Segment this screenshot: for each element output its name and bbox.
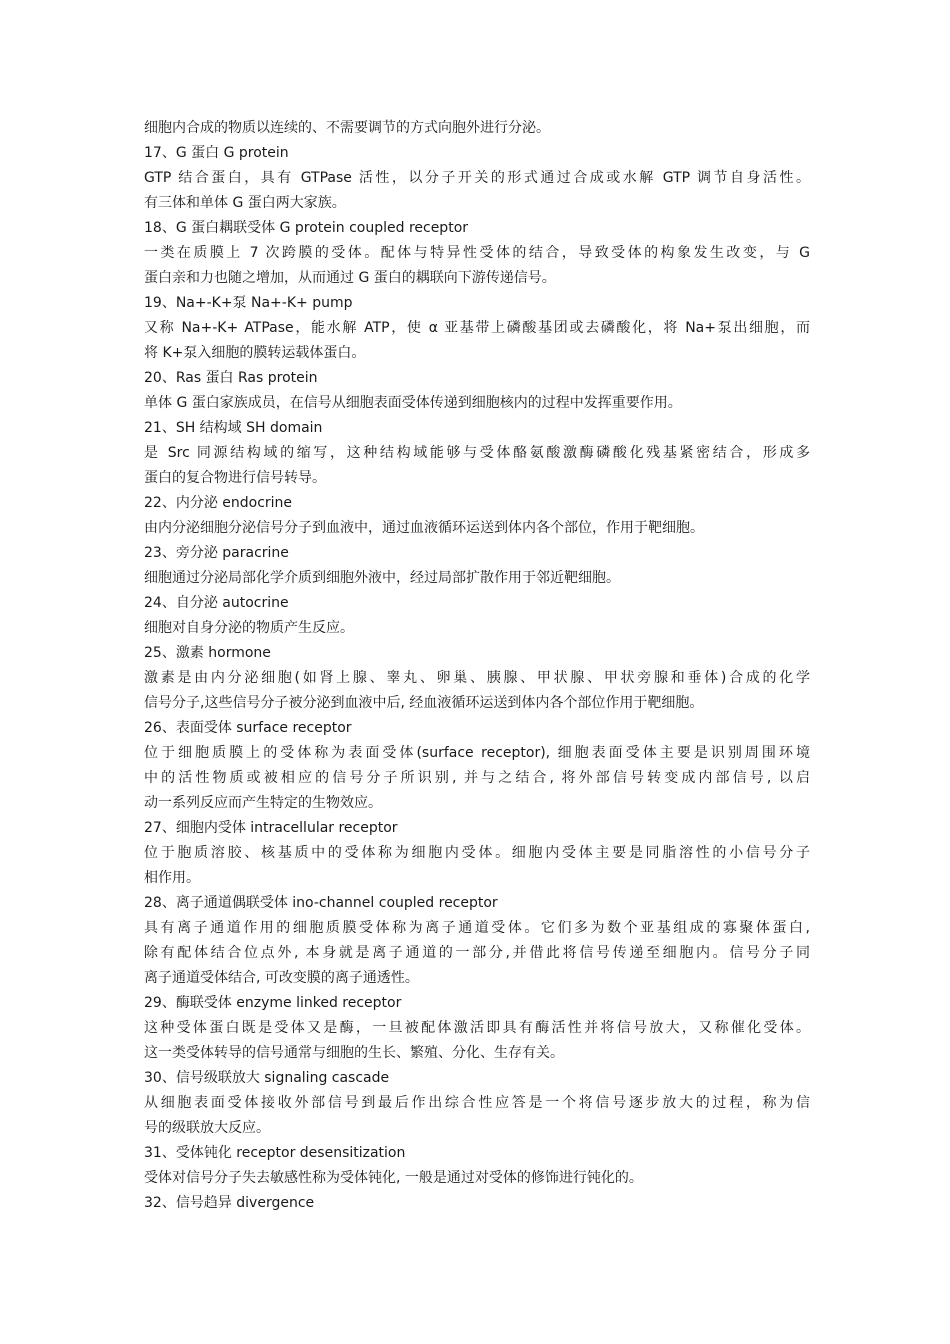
term-heading: 17、G 蛋白 G protein [144, 145, 289, 161]
definition-line: 这一类受体转导的信号通常与细胞的生长、繁殖、分化、生存有关。 [144, 1045, 564, 1061]
term-heading: 23、旁分泌 paracrine [144, 545, 289, 561]
term-heading: 28、离子通道偶联受体 ino-channel coupled receptor [144, 895, 498, 911]
definition-line: 中的活性物质或被相应的信号分子所识别, 并与之结合, 将外部信号转变成内部信号, 以启 [144, 770, 810, 786]
definition-line: 位于细胞质膜上的受体称为表面受体(surface receptor), 细胞表面受体主要是识别周围环境 [144, 745, 810, 761]
term-heading: 31、受体钝化 receptor desensitization [144, 1145, 406, 1161]
definition-line: 单体 G 蛋白家族成员，在信号从细胞表面受体传递到细胞核内的过程中发挥重要作用。 [144, 395, 682, 411]
definition-line: 蛋白亲和力也随之增加，从而通过 G 蛋白的耦联向下游传递信号。 [144, 270, 556, 286]
term-heading: 20、Ras 蛋白 Ras protein [144, 370, 318, 386]
definition-line: 从细胞表面受体接收外部信号到最后作出综合性应答是一个将信号逐步放大的过程，称为信 [144, 1095, 810, 1111]
definition-line: 又称 Na+-K+ ATPase，能水解 ATP，使 α 亚基带上磷酸基团或去磷酸化，将 Na+泵出细胞，而 [144, 320, 810, 336]
term-heading: 18、G 蛋白耦联受体 G protein coupled receptor [144, 220, 469, 236]
term-heading: 30、信号级联放大 signaling cascade [144, 1070, 390, 1086]
definition-line: 受体对信号分子失去敏感性称为受体钝化, 一般是通过对受体的修饰进行钝化的。 [144, 1170, 643, 1186]
definition-line: 有三体和单体 G 蛋白两大家族。 [144, 195, 346, 211]
definition-line: 蛋白的复合物进行信号转导。 [144, 470, 326, 486]
definition-line: 激素是由内分泌细胞(如肾上腺、睾丸、卵巢、胰腺、甲状腺、甲状旁腺和垂体)合成的化学 [144, 670, 810, 686]
definition-line: 一类在质膜上 7 次跨膜的受体。配体与特异性受体的结合，导致受体的构象发生改变，与 G [144, 245, 810, 261]
term-heading: 21、SH 结构域 SH domain [144, 420, 323, 436]
definition-line: 除有配体结合位点外, 本身就是离子通道的一部分,并借此将信号传递至细胞内。信号分子同 [144, 945, 810, 961]
definition-line: 细胞通过分泌局部化学介质到细胞外液中，经过局部扩散作用于邻近靶细胞。 [144, 570, 620, 586]
body-text-line: 细胞内合成的物质以连续的、不需要调节的方式向胞外进行分泌。 [144, 120, 550, 136]
term-heading: 29、酶联受体 enzyme linked receptor [144, 995, 402, 1011]
term-heading: 25、激素 hormone [144, 645, 271, 661]
definition-line: GTP 结合蛋白，具有 GTPase 活性，以分子开关的形式通过合成或水解 GTP 调节自身活性。 [144, 170, 810, 186]
definition-line: 是 Src 同源结构域的缩写，这种结构域能够与受体酪氨酸激酶磷酸化残基紧密结合，形成多 [144, 445, 810, 461]
definition-line: 号的级联放大反应。 [144, 1120, 270, 1136]
term-heading: 26、表面受体 surface receptor [144, 720, 352, 736]
definition-line: 由内分泌细胞分泌信号分子到血液中，通过血液循环运送到体内各个部位，作用于靶细胞。 [144, 520, 704, 536]
definition-line: 离子通道受体结合, 可改变膜的离子通透性。 [144, 970, 419, 986]
definition-line: 信号分子,这些信号分子被分泌到血液中后, 经血液循环运送到体内各个部位作用于靶细胞。 [144, 695, 704, 711]
term-heading: 22、内分泌 endocrine [144, 495, 293, 511]
definition-line: 相作用。 [144, 870, 200, 886]
term-heading: 24、自分泌 autocrine [144, 595, 289, 611]
definition-line: 将 K+泵入细胞的膜转运载体蛋白。 [144, 345, 366, 361]
definition-line: 具有离子通道作用的细胞质膜受体称为离子通道受体。它们多为数个亚基组成的寡聚体蛋白, [144, 920, 810, 936]
term-heading: 32、信号趋异 divergence [144, 1195, 315, 1211]
definition-line: 位于胞质溶胶、核基质中的受体称为细胞内受体。细胞内受体主要是同脂溶性的小信号分子 [144, 845, 810, 861]
definition-line: 细胞对自身分泌的物质产生反应。 [144, 620, 354, 636]
term-heading: 27、细胞内受体 intracellular receptor [144, 820, 398, 836]
term-heading: 19、Na+-K+泵 Na+-K+ pump [144, 295, 353, 311]
definition-line: 动一系列反应而产生特定的生物效应。 [144, 795, 382, 811]
document-body [144, 116, 810, 1216]
definition-line: 这种受体蛋白既是受体又是酶，一旦被配体激活即具有酶活性并将信号放大，又称催化受体。 [144, 1020, 810, 1036]
